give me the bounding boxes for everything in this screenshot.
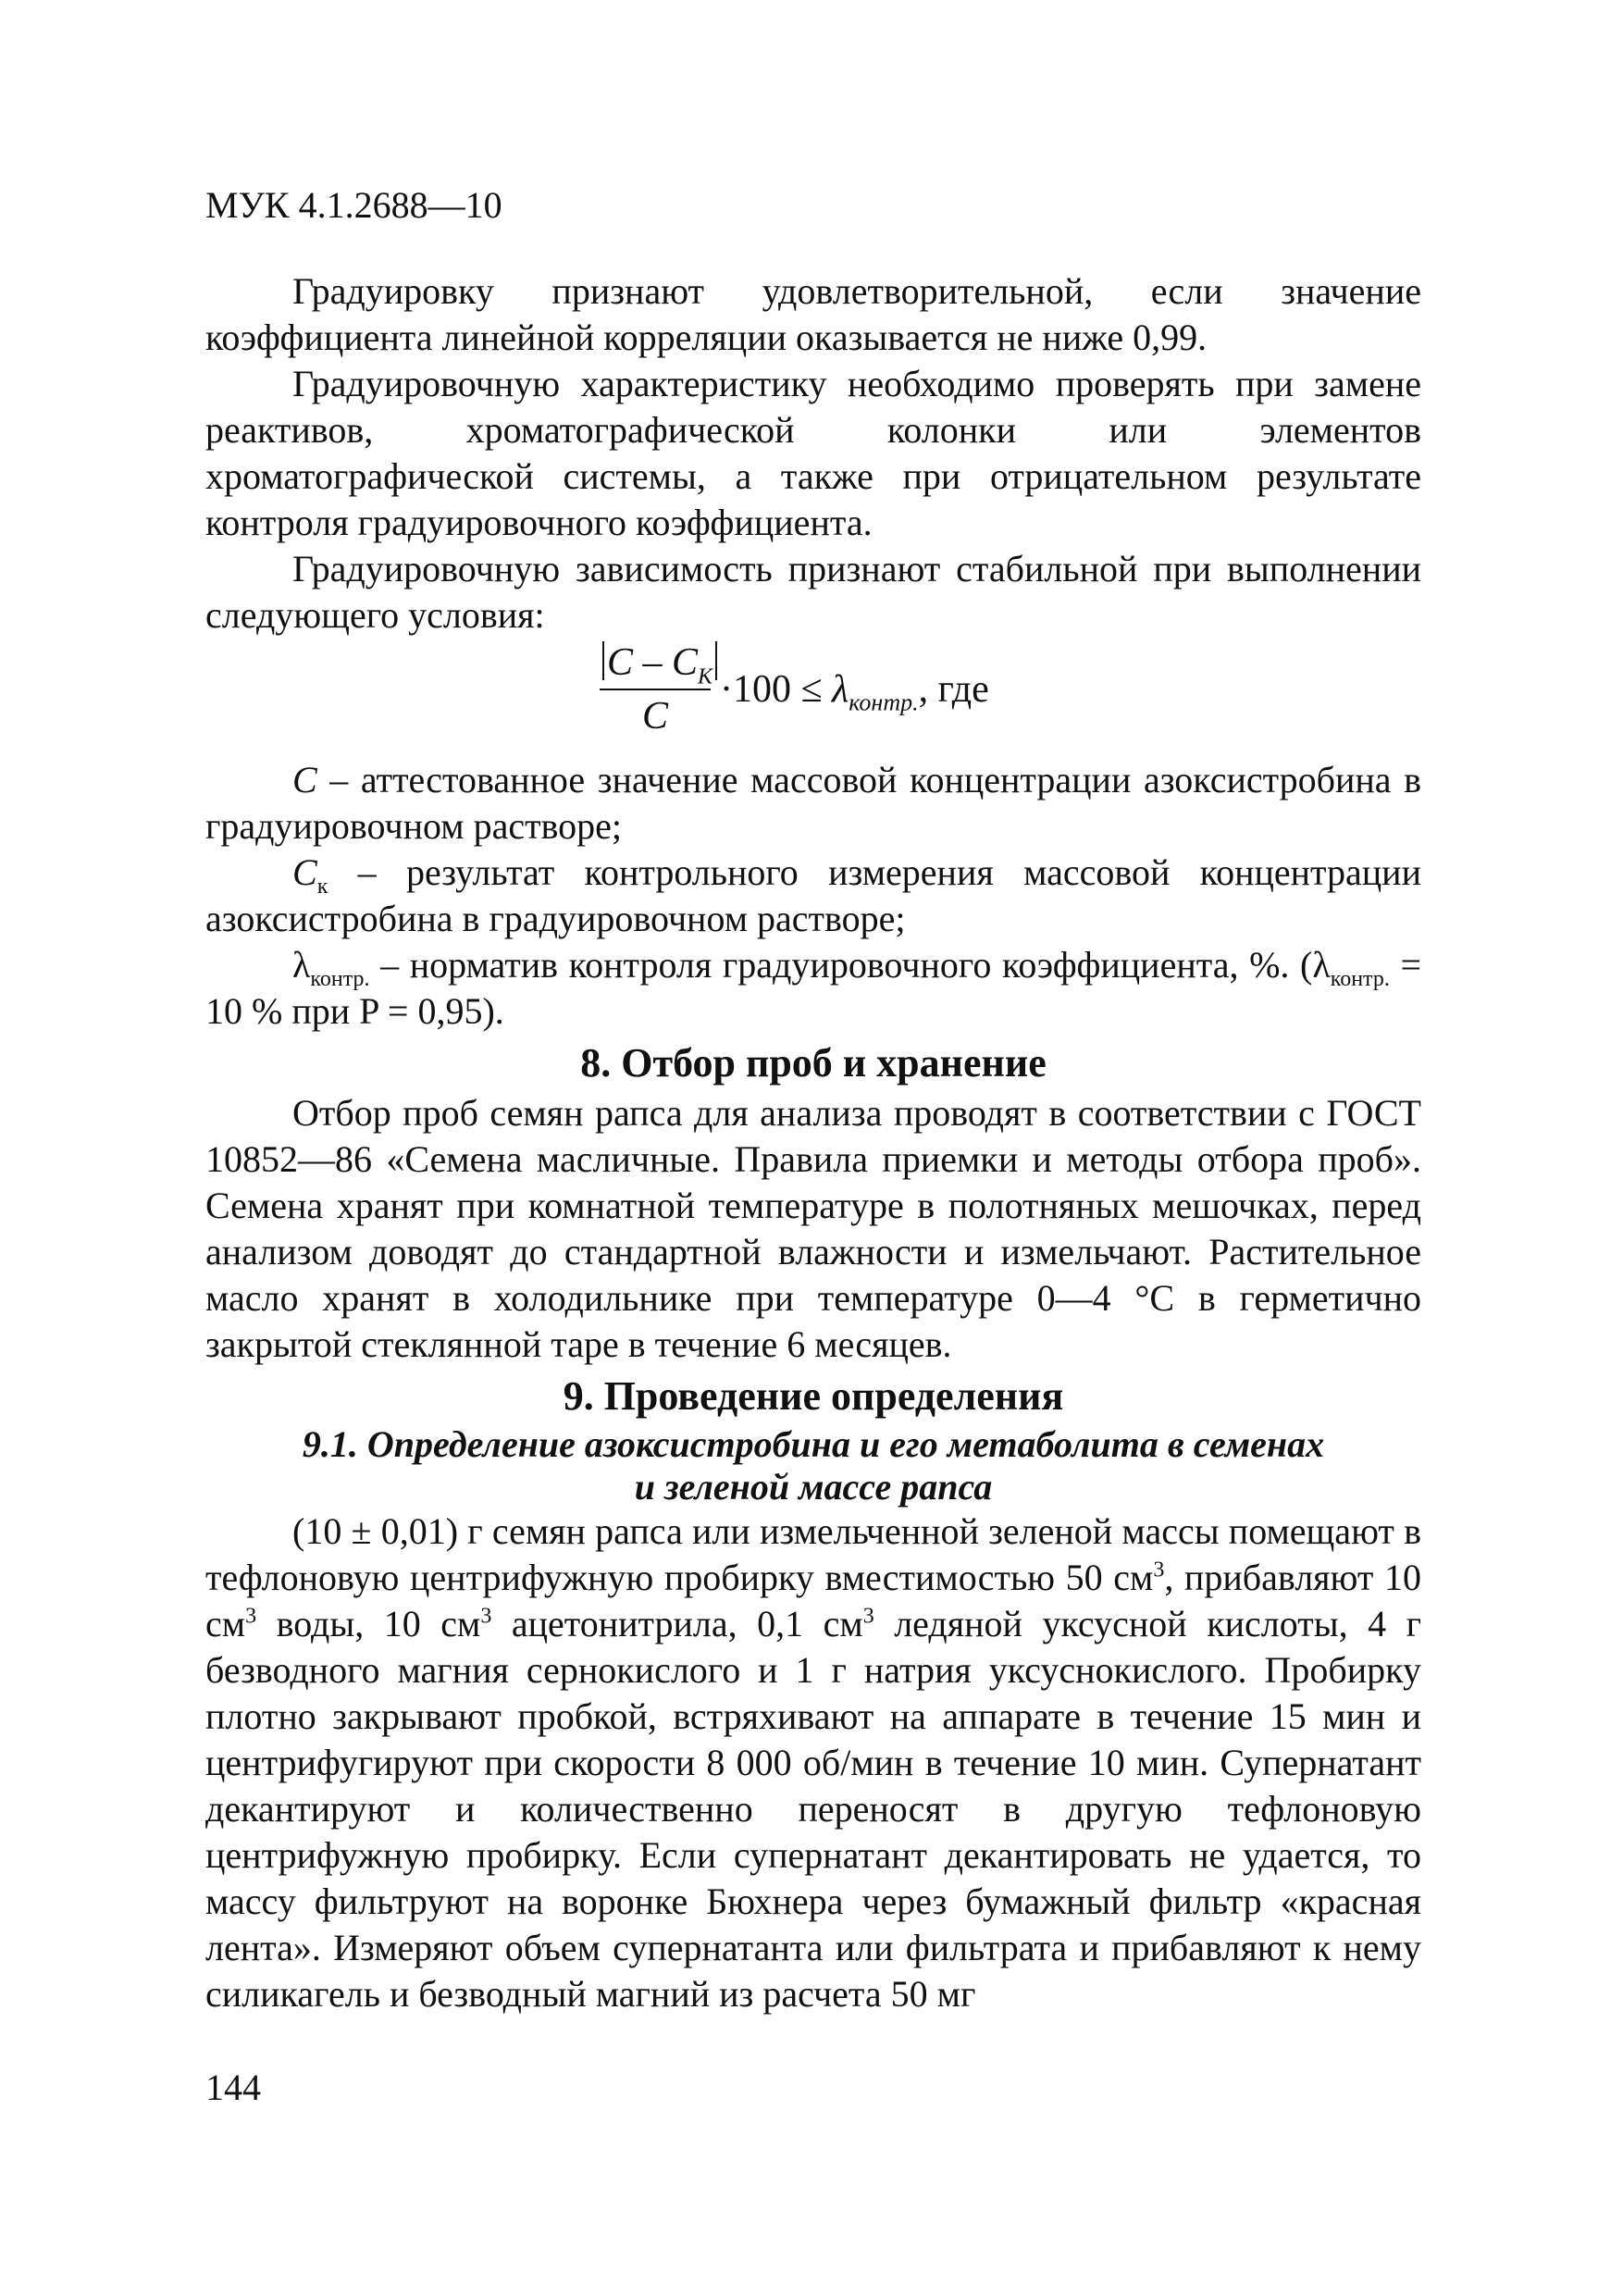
paragraph-calibration-check: Градуировочную характеристику необходимо проверять при замене реактивов, хроматографической колонки или элементов хроматографической системы, а также при отрицательном результате контроля градуировочного коэффициента. [205,363,1421,543]
formula-denominator: C [641,695,668,738]
section-9-heading: 9. Проведение определения [563,1373,1064,1419]
formula-right-side: $\cdot 100 \le \lambda_{контр.}$, где [720,668,989,716]
definition-c: C – аттестованное значение массовой концентрации азоксистробина в градуировочном растворе; [205,759,1421,847]
definition-lambda: $\lambda_{контр.}$ – норматив контроля градуировочного коэффициента, %. ($\lambda_{контр.} = 10$ % при P = 0,95). [205,944,1422,1032]
abs-bar-right [715,641,717,680]
page-number: 144 [205,2066,261,2108]
fraction-bar [600,689,711,690]
formula-numerator: C – $C_K$ [600,640,711,685]
abs-bar-left [602,641,604,680]
subsection-9-1-heading-line2: и зеленой массе рапса [634,1466,993,1508]
definition-ck: $C_к$ – результат контрольного измерения массовой концентрации азоксистробина в градуировочном растворе; [205,851,1421,939]
page-body [205,268,1421,2017]
paragraph-stability-condition: Градуировочную зависимость признают стабильной при выполнении следующего условия: [205,548,1421,636]
document-code-header: МУК 4.1.2688—10 [205,184,502,226]
formula-fraction [600,640,711,738]
subsection-9-1-text: (10 ± 0,01) г семян рапса или измельченной зеленой массы помещают в тефлоновую центрифужную пробирку вместимостью 50 $см^3$, прибавляют 10 $см^3$ воды, 10 $см^3$ ацетонитрила, 0,1 $см^3$ ледяной уксусной кислоты, 4 г безводного магния сернокислого и 1 г натрия уксуснокислого. Пробирку плотно закрывают пробкой, встряхивают на аппарате в течение 15 мин и центрифугируют при скорости 8 000 об/мин в течение 10 мин. Супернатант декантируют и количественно переносят в другую тефлоновую центрифужную пробирку. Если супернатант декантировать не удается, то массу фильтруют на воронке Бюхнера через бумажный фильтр «красная лента». Измеряют объем супернатанта или фильтрата и прибавляют к нему силикагель и безводный магний из расчета 50 мг [205,1510,1421,2015]
section-8-text: Отбор проб семян рапса для анализа проводят в соответствии с ГОСТ 10852—86 «Семена масличные. Правила приемки и методы отбора проб». Семена хранят при комнатной температуре в полотняных мешочках, перед анализом доводят до стандартной влажности и измельчают. Растительное масло хранят в холодильнике при температуре 0—4 °С в герметично закрытой стеклянной таре в течение 6 месяцев. [205,1092,1421,1365]
stability-formula [205,639,1421,757]
section-8-heading: 8. Отбор проб и хранение [580,1040,1047,1086]
subsection-9-1-heading-line1: 9.1. Определение азоксистробина и его метаболита в семенах [302,1423,1325,1465]
paragraph-calibration-criterion: Градуировку признают удовлетворительной, если значение коэффициента линейной корреляции оказывается не ниже 0,99. [205,270,1421,358]
